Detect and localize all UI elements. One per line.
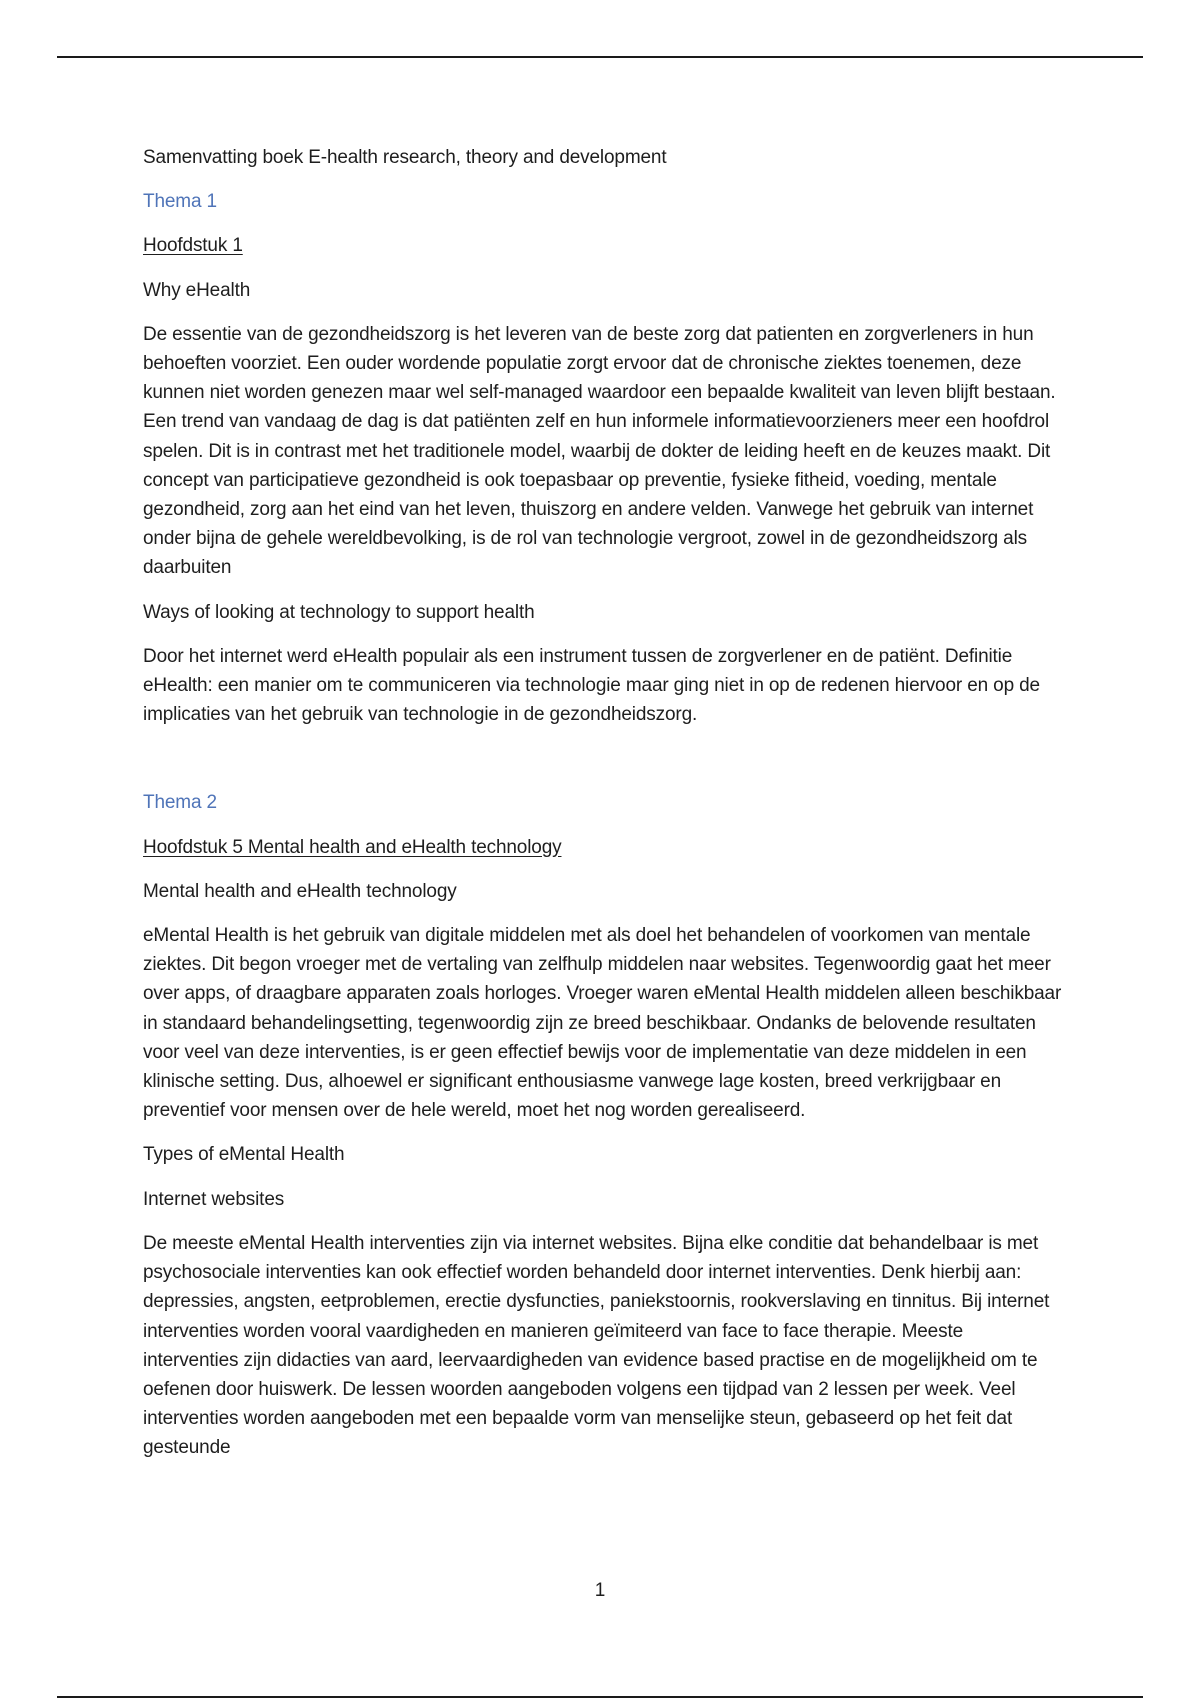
document-title: Samenvatting boek E-health research, theory and development: [143, 147, 667, 168]
subheading-why-ehealth: Why eHealth: [143, 279, 251, 301]
section-spacer: [143, 744, 1063, 788]
subheading-mental-health: Mental health and eHealth technology: [143, 880, 457, 902]
subheading-ways-of-looking: Ways of looking at technology to support health: [143, 601, 535, 623]
page-number: 1: [594, 1580, 606, 1601]
section-heading-thema-1: Thema 1: [143, 191, 217, 213]
header-rule: [57, 56, 1143, 58]
chapter-heading-5: Hoofdstuk 5 Mental health and eHealth technology: [143, 836, 562, 858]
paragraph-mental-health: eMental Health is het gebruik van digitale middelen met als doel het behandelen of voorkomen van mentale ziektes. Dit begon vroeger met de vertaling van zelfhulp middelen naar websites. Tegenwoordig gaat het meer over apps, of draagbare apparaten zoals horloges. Vroeger waren eMental Health middelen alleen beschikbaar in standaard behandelingsetting, tegenwoordig zijn ze breed beschikbaar. Ondanks de belovende resultaten voor veel van deze interventies, is er geen effectief bewijs voor de implementatie van deze middelen in een klinische setting. Dus, alhoewel er significant enthousiasme vanwege lage kosten, breed verkrijgbaar en preventief voor mensen over de hele wereld, moet het nog worden gerealiseerd.: [143, 925, 1062, 1122]
chapter-heading-1: Hoofdstuk 1: [143, 235, 243, 257]
subheading-types-of-emental-health: Types of eMental Health: [143, 1144, 345, 1166]
paragraph-internet-websites: De meeste eMental Health interventies zijn via internet websites. Bijna elke conditie dat behandelbaar is met psychosociale interventies kan ook effectief worden behandeld door internet interventies. Denk hierbij aan: depressies, angsten, eetproblemen, erectie dysfuncties, paniekstoornis, rookverslaving en tinnitus. Bij internet interventies worden vooral vaardigheden en manieren geïmiteerd van face to face therapie. Meeste interventies zijn didacties van aard, leervaardigheden van evidence based practise en de mogelijkheid om te oefenen door huiswerk. De lessen woorden aangeboden volgens een tijdpad van 2 lessen per week. Veel interventies worden aangeboden met een bepaalde vorm van menselijke steun, gebaseerd op het feit dat gesteunde: [143, 1232, 1050, 1459]
section-heading-thema-2: Thema 2: [143, 792, 217, 814]
document-body: [143, 143, 1063, 1478]
paragraph-ways-of-looking: Door het internet werd eHealth populair als een instrument tussen de zorgverlener en de patiënt. Definitie eHealth: een manier om te communiceren via technologie maar ging niet in op de redenen hiervoor en op de implicaties van het gebruik van technologie in de gezondheidszorg.: [143, 645, 1040, 726]
subheading-internet-websites: Internet websites: [143, 1188, 285, 1210]
footer-rule: [57, 1696, 1143, 1698]
paragraph-why-ehealth: De essentie van de gezondheidszorg is het leveren van de beste zorg dat patienten en zorgverleners in hun behoeften voorziet. Een ouder wordende populatie zorgt ervoor dat de chronische ziektes toenemen, deze kunnen niet worden genezen maar wel self-managed waardoor een bepaalde kwaliteit van leven blijft bestaan. Een trend van vandaag de dag is dat patiënten zelf en hun informele informatievoorzieners meer een hoofdrol spelen. Dit is in contrast met het traditionele model, waarbij de dokter de leiding heeft en de keuzes maakt. Dit concept van participatieve gezondheid is ook toepasbaar op preventie, fysieke fitheid, voeding, mentale gezondheid, zorg aan het eind van het leven, thuiszorg en andere velden. Vanwege het gebruik van internet onder bijna de gehele wereldbevolking, is de rol van technologie vergroot, zowel in de gezondheidszorg als daarbuiten: [143, 323, 1056, 579]
